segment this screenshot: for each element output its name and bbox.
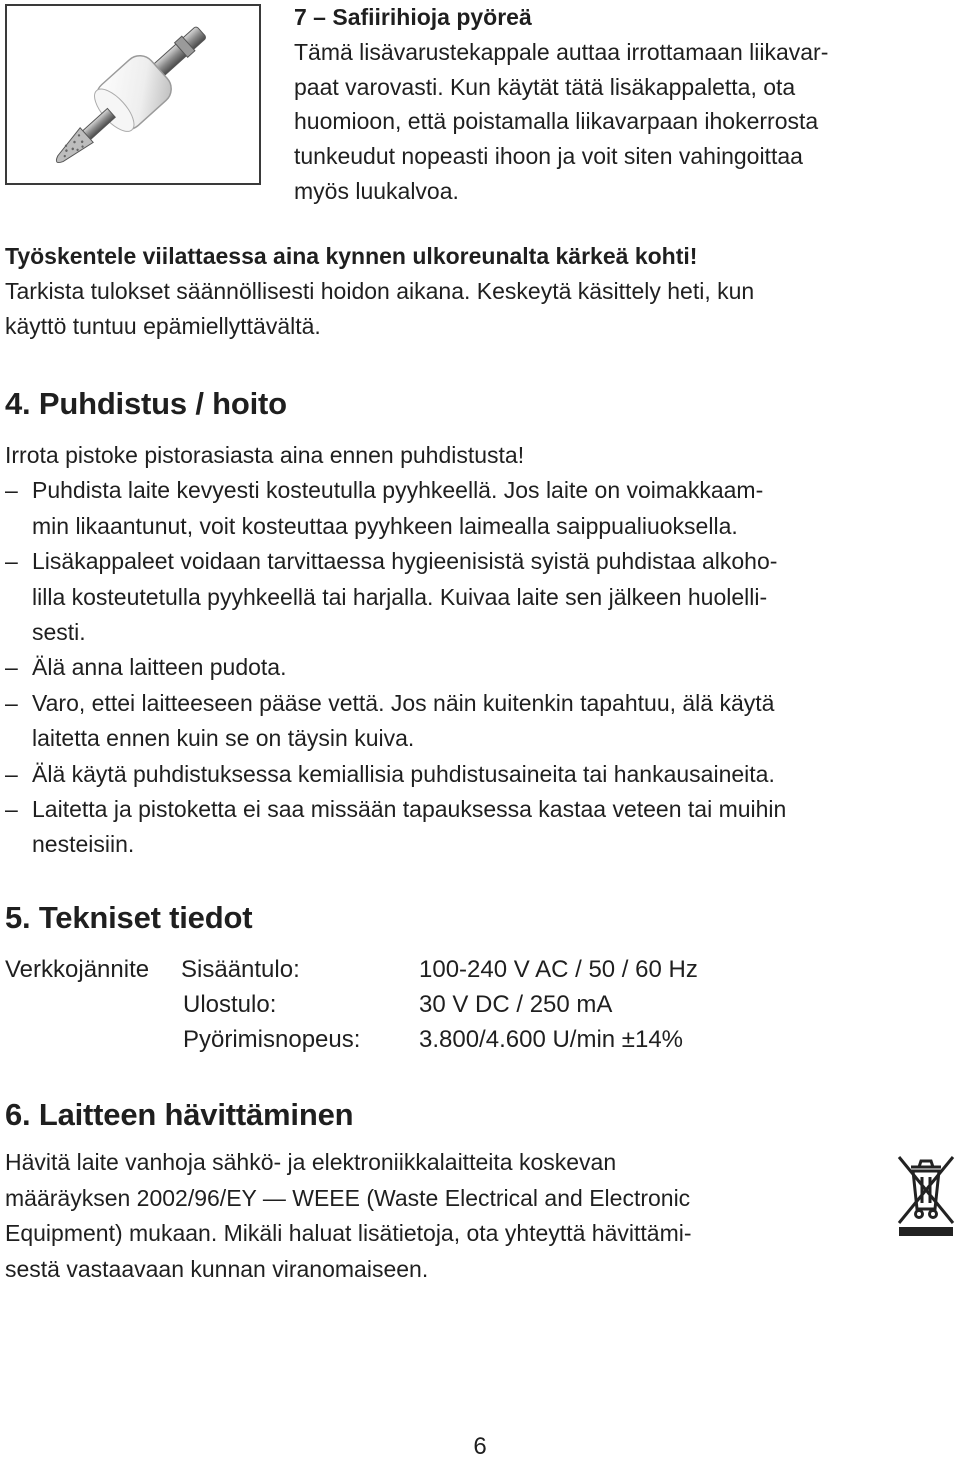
dash-bullet: – <box>5 689 18 716</box>
text-line: määräyksen 2002/96/EY — WEEE (Waste Electrical and Electronic <box>5 1184 691 1211</box>
text-line: myös luukalvoa. <box>294 177 459 204</box>
cleaning-list <box>5 473 960 862</box>
text-line: Tämä lisävarustekappale auttaa irrottamaan liikavar- <box>294 38 829 65</box>
section-6-heading: 6. Laitteen hävittäminen <box>5 1097 354 1132</box>
spec-value-speed: 3.800/4.600 U/min ±14% <box>419 1026 683 1053</box>
section-4-heading: 4. Puhdistus / hoito <box>5 386 287 421</box>
text-line: Equipment) mukaan. Mikäli haluat lisätietoja, ota yhteyttä hävittämi- <box>5 1220 692 1246</box>
usage-warning <box>5 239 960 344</box>
section-6-disposal <box>5 1095 865 1287</box>
text-line: Älä anna laitteen pudota. <box>32 654 287 681</box>
spec-label-speed: Pyörimisnopeus: <box>183 1026 361 1053</box>
crossed-bin-icon <box>895 1153 957 1239</box>
section-4-cleaning <box>5 384 960 863</box>
spec-value-output: 30 V DC / 250 mA <box>419 991 613 1018</box>
text-line: nesteisiin. <box>32 831 135 858</box>
sapphire-grinder-attachment-illustration <box>7 6 259 183</box>
text-line: Puhdista laite kevyesti kosteutulla pyyhkeellä. Jos laite on voimakkaam- <box>32 477 764 504</box>
text-line: Varo, ettei laitteeseen pääse vettä. Jos näin kuitenkin tapahtuu, älä käytä <box>32 689 775 716</box>
list-item <box>5 792 960 863</box>
text-line: huomioon, että poistamalla liikavarpaan ihokerrosta <box>294 108 819 135</box>
section-5-technical-data <box>5 898 960 1062</box>
text-line: Tarkista tulokset säännöllisesti hoidon aikana. Keskeytä käsittely heti, kun <box>5 278 755 304</box>
text-line: Älä käytä puhdistuksessa kemiallisia puhdistusaineita tai hankausaineita. <box>32 760 775 787</box>
warning-bold-line: Työskentele viilattaessa aina kynnen ulkoreunalta kärkeä kohti! <box>5 243 698 269</box>
cleaning-intro: Irrota pistoke pistorasiasta aina ennen puhdistusta! <box>5 442 525 468</box>
spec-label-mains: Verkkojännite <box>5 956 150 983</box>
text-line: sestä vastaavaan kunnan viranomaiseen. <box>5 1255 429 1282</box>
spec-table <box>5 952 960 1062</box>
dash-bullet: – <box>5 796 18 823</box>
dash-bullet: – <box>5 760 18 787</box>
section-5-heading: 5. Tekniset tiedot <box>5 900 253 935</box>
disposal-text <box>5 1145 865 1287</box>
dash-bullet: – <box>5 548 18 575</box>
text-line: tunkeudut nopeasti ihoon ja voit siten vahingoittaa <box>294 143 803 170</box>
weee-crossed-bin-icon <box>895 1153 957 1239</box>
section-7-title: 7 – Safiirihioja pyöreä <box>294 4 532 30</box>
text-line: laitetta ennen kuin se on täysin kuiva. <box>32 725 415 752</box>
text-line: Laitetta ja pistoketta ei saa missään tapauksessa kastaa veteen tai muihin <box>32 796 787 823</box>
text-line: Hävitä laite vanhoja sähkö- ja elektroniikkalaitteita koskevan <box>5 1149 617 1175</box>
text-line: min likaantunut, voit kosteuttaa pyyhkeen laimealla saippualiuoksella. <box>32 512 738 539</box>
dash-bullet: – <box>5 477 18 504</box>
product-image-frame <box>5 4 261 185</box>
list-item <box>5 473 960 544</box>
spec-label-input: Sisääntulo: <box>181 956 300 983</box>
spec-label-output: Ulostulo: <box>183 991 277 1018</box>
page-number: 6 <box>473 1433 487 1460</box>
dash-bullet: – <box>5 654 18 681</box>
list-item <box>5 757 960 792</box>
text-line: sesti. <box>32 619 86 646</box>
spec-value-input: 100-240 V AC / 50 / 60 Hz <box>419 956 698 983</box>
text-line: käyttö tuntuu epämiellyttävältä. <box>5 313 321 339</box>
section-7-accessory-description <box>294 0 960 209</box>
list-item <box>5 544 960 650</box>
text-line: paat varovasti. Kun käytät tätä lisäkappaletta, ota <box>294 73 796 100</box>
list-item <box>5 686 960 757</box>
text-line: lilla kosteutetulla pyyhkeellä tai harjalla. Kuivaa laite sen jälkeen huolelli- <box>32 583 768 610</box>
text-line: Lisäkappaleet voidaan tarvittaessa hygieenisistä syistä puhdistaa alkoho- <box>32 548 778 575</box>
list-item <box>5 650 960 685</box>
